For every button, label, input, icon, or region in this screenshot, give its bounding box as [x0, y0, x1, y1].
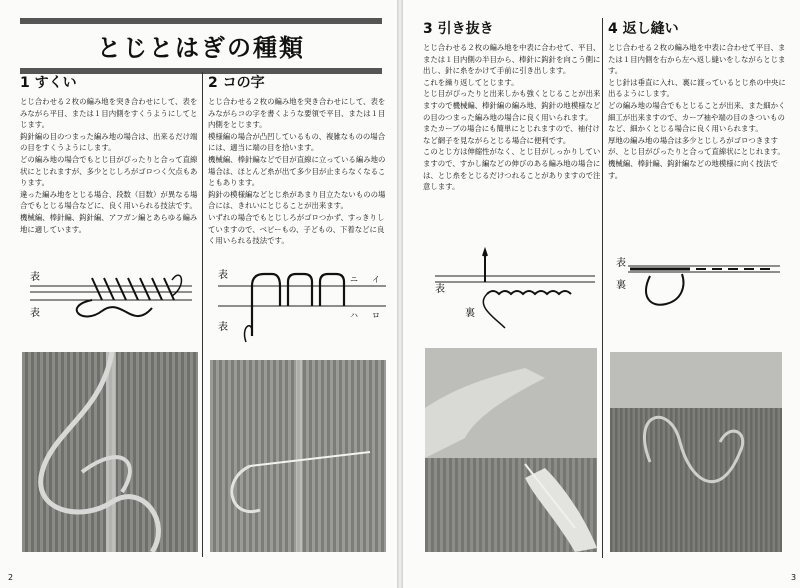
- kaeshinui-diagram: [610, 246, 786, 316]
- konoji-diagram: [210, 256, 388, 348]
- paragraph: 鈎針編の目のつまった編み地の場合は、出来るだけ端の目をすくうようにします。: [20, 131, 198, 153]
- paragraph: 機械編、棒針編、鈎針編などの地模様に向く技法です。: [608, 158, 778, 180]
- section-hikinuki: [423, 18, 601, 193]
- section-body: [20, 96, 198, 235]
- paragraph: とじ合わせる２枚の編み地を突き合わせにして、表をみながら平目、または１目内側をすくうようにしてとじます。: [20, 97, 198, 130]
- paragraph: とじ目がぴったりと出来しかも強くとじることが出来ますので機械編、棒針編の編み地、鈎針の地模様などの目のつまった編み地の場合に良く用いられます。: [423, 89, 601, 122]
- paragraph: 模様編の場合が凸凹しているもの、複雑なものの場合には、適当に端の目を拾います。: [208, 131, 386, 153]
- section-kaeshinui: [608, 18, 786, 181]
- sukui-diagram: [22, 256, 198, 336]
- paragraph: とじ針は垂直に入れ、裏に渡っているとじ糸の中央に出るようにします。: [608, 77, 786, 99]
- section-body: [423, 42, 601, 193]
- section-heading: 2 コの字: [208, 75, 265, 91]
- section-konoji: [208, 72, 386, 247]
- right-page: [403, 0, 800, 588]
- paragraph: とじ合わせる２枚の編み地を中表に合わせて平目、または１目内側を右から左へ返し縫いをしながらとじます。: [608, 43, 786, 76]
- section-heading: 3 引き抜き: [423, 21, 494, 37]
- paragraph: 違った編み地をとじる場合、段数（目数）が異なる場合でもとじる場合などに、良く用いられる技法です。: [20, 189, 198, 211]
- diagram-label: 表: [218, 270, 228, 281]
- paragraph: とじ合わせる２枚の編み地を中表に合わせて、平目、または１目内側の半目から、棒針に鈎針を向こう側に出し、針に糸をかけて手前に引き出します。: [423, 43, 601, 76]
- page-number-left: 2: [8, 573, 14, 582]
- diagram-label: 表: [30, 308, 40, 319]
- section-heading: 1 すくい: [20, 75, 77, 91]
- paragraph: 機械編、棒針編などで目が直線に立っている編み地の場合は、ほとんど糸が出て多少目が止まらなくなることもあります。: [208, 154, 386, 188]
- paragraph: 厚地の編み地の場合は多少とじしろがゴロつきますが、とじ目がぴったりと合って直線状にとじれます。: [608, 135, 785, 157]
- left-page: [0, 0, 397, 588]
- paragraph: このとじ方は伸縮性がなく、とじ目がしっかりしていますので、すかし編などの伸びのある編み地の場合には、とじ糸をとじるだけつれることがありますので注意します。: [423, 147, 601, 192]
- column-divider: [602, 18, 603, 558]
- kaeshinui-photo: [610, 352, 782, 552]
- paragraph: いずれの場合でもとじしろがゴロつかず、すっきりしていますので、ベビーもの、子どもの、下着などに良く用いられる技法です。: [208, 212, 385, 246]
- page-title: とじとはぎの種類: [97, 34, 305, 62]
- diagram-label: ハ: [350, 311, 358, 320]
- paragraph: これを繰り返してとじます。: [423, 77, 519, 87]
- diagram-label: 表: [616, 258, 626, 269]
- diagram-label: ニ: [350, 275, 358, 284]
- paragraph: どの編み地の場合でもとじ目がぴったりと合って直線状にとじれますが、多少とじしろがゴロつく欠点もあります。: [20, 154, 198, 188]
- paragraph: どの編み地の場合でもとじることが出来、また細かく細工が出来ますので、カーブ袖や端の目のきついものなど、細かくとじる場合に良く用いられます。: [608, 100, 786, 134]
- paragraph: 機械編、棒針編、鈎針編、アフガン編とあらゆる編み地に適しています。: [20, 212, 198, 234]
- column-divider: [202, 72, 203, 557]
- diagram-label: 裏: [616, 280, 626, 291]
- page-number-right: 3: [791, 573, 797, 582]
- sukui-photo: [22, 352, 198, 552]
- diagram-label: 裏: [465, 308, 475, 319]
- hikinuki-diagram: [425, 246, 599, 330]
- hikinuki-photo: [425, 348, 597, 552]
- paragraph: 鈎針の模様編などとじ糸があまり目立たないものの場合には、きれいにとじることが出来ます。: [208, 189, 386, 211]
- diagram-label: 表: [30, 272, 40, 283]
- paragraph: とじ合わせる２枚の編み地を突き合わせにして、表をみながらコの字を書くような要領で平目、または１目内側をとじます。: [208, 97, 386, 130]
- diagram-label: ロ: [372, 311, 380, 320]
- konoji-photo: [210, 360, 386, 552]
- section-sukui: [20, 72, 198, 235]
- section-body: [608, 42, 786, 181]
- section-body: [208, 96, 386, 247]
- paragraph: またカーブの場合にも簡単にとじれますので、袖付けなど網子を見ながらとじる場合に便利です。: [423, 124, 600, 145]
- diagram-label: 表: [218, 322, 228, 333]
- diagram-label: 表: [435, 284, 445, 295]
- diagram-label: イ: [372, 275, 380, 284]
- title-block: [20, 18, 382, 74]
- section-heading: 4 返し縫い: [608, 21, 679, 37]
